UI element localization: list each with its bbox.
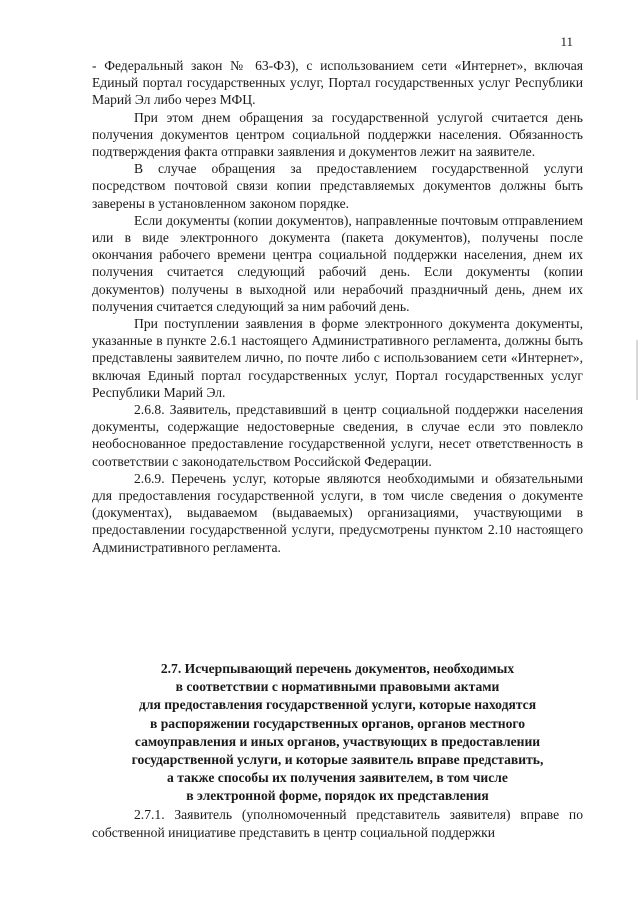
- closing-text: [92, 806, 583, 842]
- paragraph: 2.7.1. Заявитель (уполномоченный представитель заявителя) вправе по собственной инициативе представить в центр социальной поддержки: [92, 807, 583, 840]
- section-heading: 2.7. Исчерпывающий перечень документов, необходимых в соответствии с нормативными правовыми актами для предоставления государственной услуги, которые находятся в распоряжении государственных органов, органов местного самоуправления и иных органов, участвующих в предоставлении государственной услуги, и которые заявитель вправе представить, а также способы их получения заявителем, в том числе в электронной форме, порядок их представления: [131, 661, 544, 804]
- paragraph: В случае обращения за предоставлением государственной услуги посредством почтовой связи копии представляемых документов должны быть заверены в установленном законом порядке.: [92, 161, 583, 211]
- body-text: [92, 57, 583, 556]
- paragraph: - Федеральный закон № 63-ФЗ), с использованием сети «Интернет», включая Единый портал государственных услуг, Портал государственных услуг Республики Марий Эл либо через МФЦ.: [92, 58, 583, 108]
- page-number: 11: [560, 34, 573, 49]
- scan-edge-artifact: [636, 340, 638, 400]
- paragraph: При поступлении заявления в форме электронного документа документы, указанные в пункте 2.6.1 настоящего Административного регламента, должны быть представлены заявителем лично, по почте либо с использованием сети «Интернет», включая Единый портал государственных услуг, Портал государственных услуг Республики Марий Эл.: [92, 316, 583, 400]
- paragraph: 2.6.9. Перечень услуг, которые являются необходимыми и обязательными для предоставления государственной услуги, в том числе сведения о документе (документах), выдаваемом (выдаваемых) организациями, участвующими в предоставлении государственной услуги, предусмотрены пунктом 2.10 настоящего Административного регламента.: [92, 470, 583, 555]
- paragraph: При этом днем обращения за государственной услугой считается день получения документов центром социальной поддержки населения. Обязанность подтверждения факта отправки заявления и документов лежит на заявителе.: [92, 109, 583, 160]
- paragraph: Если документы (копии документов), направленные почтовым отправлением или в виде электронного документа (пакета документов), получены после окончания рабочего времени центра социальной поддержки населения, днем их получения считается следующий рабочий день. Если документы (копии документов) получены в выходной или нерабочий праздничный день, днем их получения считается следующий за ним рабочий день.: [92, 212, 583, 314]
- paragraph: 2.6.8. Заявитель, представивший в центр социальной поддержки населения документы, содержащие недостоверные сведения, в случае если это повлекло необоснованное предоставление государственной услуги, несет ответственность в соответствии с законодательством Российской Федерации.: [92, 402, 583, 469]
